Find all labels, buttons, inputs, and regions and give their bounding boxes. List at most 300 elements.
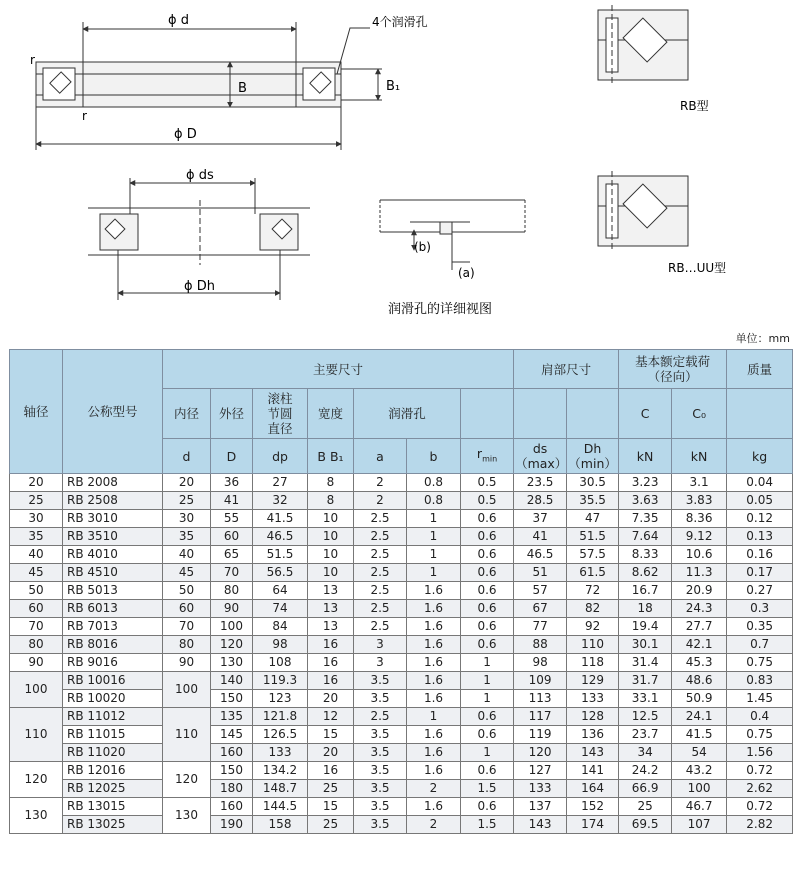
table-row [10,492,793,510]
cell-ds: 37 [514,510,567,528]
cell-kg: 0.83 [727,672,793,690]
cell-D: 145 [211,726,253,744]
cell-shaft: 90 [10,654,63,672]
cell-a: 2.5 [354,528,407,546]
cell-Dh: 30.5 [567,474,619,492]
cell-model: RB 13025 [63,816,163,834]
cell-model: RB 11012 [63,708,163,726]
cell-Dh: 164 [567,780,619,798]
header-kg: kg [727,439,793,474]
cell-model: RB 12025 [63,780,163,798]
cell-ds: 120 [514,744,567,762]
cell-a: 3 [354,654,407,672]
cell-r: 0.5 [461,492,514,510]
cell-r: 0.6 [461,798,514,816]
cell-dp: 119.3 [253,672,308,690]
cell-dp: 126.5 [253,726,308,744]
table-row [10,744,793,762]
header-D: D [211,439,253,474]
cell-r: 0.6 [461,564,514,582]
cell-C: 34 [619,744,672,762]
table-row [10,600,793,618]
cell-a: 2.5 [354,564,407,582]
cell-b: 0.8 [407,492,461,510]
cell-dp: 64 [253,582,308,600]
cell-C: 3.23 [619,474,672,492]
cell-ds: 119 [514,726,567,744]
detail-b-label: (b) [414,240,431,254]
b-label: B [238,81,247,96]
cell-b: 2 [407,816,461,834]
cell-B: 25 [308,780,354,798]
cell-Dh: 143 [567,744,619,762]
cell-Dh: 152 [567,798,619,816]
cell-dp: 46.5 [253,528,308,546]
cell-kg: 0.75 [727,654,793,672]
cell-C: 8.33 [619,546,672,564]
cell-r: 0.6 [461,708,514,726]
cell-C0: 107 [672,816,727,834]
lube-hole-label: 4个润滑孔 [372,15,428,29]
table-row [10,636,793,654]
cell-D: 150 [211,690,253,708]
cell-ds: 46.5 [514,546,567,564]
cell-C: 25 [619,798,672,816]
cell-kg: 0.4 [727,708,793,726]
cell-C: 3.63 [619,492,672,510]
cell-C0: 46.7 [672,798,727,816]
cell-shaft: 20 [10,474,63,492]
cell-b: 1.6 [407,618,461,636]
cell-a: 2 [354,474,407,492]
cell-model: RB 7013 [63,618,163,636]
cell-d: 40 [163,546,211,564]
phi-ds-label: ϕ ds [186,168,214,183]
cell-dp: 133 [253,744,308,762]
cell-B: 16 [308,762,354,780]
cell-C: 16.7 [619,582,672,600]
cell-dp: 32 [253,492,308,510]
cell-B: 16 [308,654,354,672]
cell-D: 120 [211,636,253,654]
cell-Dh: 92 [567,618,619,636]
cell-C: 8.62 [619,564,672,582]
cell-kg: 2.62 [727,780,793,798]
cell-shaft: 30 [10,510,63,528]
cell-C0: 50.9 [672,690,727,708]
cell-model: RB 3510 [63,528,163,546]
cell-model: RB 4510 [63,564,163,582]
cell-D: 36 [211,474,253,492]
cell-Dh: 118 [567,654,619,672]
cell-model: RB 11015 [63,726,163,744]
header-load: 基本额定载荷 （径向） [619,350,727,389]
cell-r: 0.6 [461,762,514,780]
cell-C: 66.9 [619,780,672,798]
cell-kg: 0.35 [727,618,793,636]
cell-D: 100 [211,618,253,636]
cell-d: 130 [163,798,211,834]
cell-Dh: 51.5 [567,528,619,546]
cell-ds: 98 [514,654,567,672]
header-kN-C0: kN [672,439,727,474]
cell-B: 8 [308,492,354,510]
cell-D: 41 [211,492,253,510]
cell-kg: 0.05 [727,492,793,510]
cell-shaft: 100 [10,672,63,708]
header-C0: C₀ [672,389,727,439]
cell-b: 1.6 [407,798,461,816]
detail-caption: 润滑孔的详细视图 [388,302,493,317]
cell-ds: 23.5 [514,474,567,492]
cell-kg: 0.75 [727,726,793,744]
cell-shaft: 130 [10,798,63,834]
cell-a: 2.5 [354,618,407,636]
header-width: 宽度 [308,389,354,439]
cell-B: 13 [308,582,354,600]
cell-D: 135 [211,708,253,726]
cell-C0: 24.3 [672,600,727,618]
cell-model: RB 5013 [63,582,163,600]
cell-ds: 133 [514,780,567,798]
cell-D: 160 [211,798,253,816]
cell-a: 3.5 [354,690,407,708]
table-row [10,672,793,690]
header-kN-C: kN [619,439,672,474]
cell-a: 3.5 [354,798,407,816]
cell-b: 1.6 [407,690,461,708]
cell-model: RB 4010 [63,546,163,564]
cell-b: 1.6 [407,600,461,618]
cell-ds: 113 [514,690,567,708]
table-row [10,726,793,744]
cell-B: 20 [308,690,354,708]
cell-b: 2 [407,780,461,798]
cell-kg: 1.45 [727,690,793,708]
cell-dp: 123 [253,690,308,708]
cell-B: 15 [308,726,354,744]
cell-a: 3.5 [354,726,407,744]
cell-ds: 77 [514,618,567,636]
cell-D: 180 [211,780,253,798]
cell-shaft: 50 [10,582,63,600]
header-dp: dp [253,439,308,474]
cell-d: 70 [163,618,211,636]
cell-model: RB 10016 [63,672,163,690]
cell-ds: 117 [514,708,567,726]
cell-dp: 27 [253,474,308,492]
bearing-diagrams [0,0,800,330]
main-section-view [36,22,382,150]
cell-C: 24.2 [619,762,672,780]
header-lube: 润滑孔 [354,389,461,439]
cell-d: 50 [163,582,211,600]
cell-B: 10 [308,510,354,528]
lube-detail-view [380,200,525,270]
cell-kg: 2.82 [727,816,793,834]
cell-kg: 0.13 [727,528,793,546]
header-outer: 外径 [211,389,253,439]
cell-dp: 148.7 [253,780,308,798]
cell-r: 0.6 [461,636,514,654]
header-d: d [163,439,211,474]
cell-model: RB 2008 [63,474,163,492]
cell-D: 160 [211,744,253,762]
cell-Dh: 82 [567,600,619,618]
cell-dp: 84 [253,618,308,636]
cell-D: 190 [211,816,253,834]
cell-b: 1 [407,528,461,546]
cell-d: 25 [163,492,211,510]
cell-Dh: 141 [567,762,619,780]
r-bottom-label: r [82,109,87,123]
cell-kg: 0.7 [727,636,793,654]
cell-Dh: 61.5 [567,564,619,582]
cell-dp: 144.5 [253,798,308,816]
table-row [10,654,793,672]
phi-D-label: ϕ D [174,127,197,142]
cell-dp: 56.5 [253,564,308,582]
header-shoulder: 肩部尺寸 [514,350,619,389]
cell-B: 16 [308,636,354,654]
cell-C: 33.1 [619,690,672,708]
cell-B: 10 [308,528,354,546]
cell-C0: 20.9 [672,582,727,600]
cell-ds: 51 [514,564,567,582]
cell-C: 23.7 [619,726,672,744]
cell-C: 7.64 [619,528,672,546]
rb-caption: RB型 [680,99,709,113]
cell-Dh: 136 [567,726,619,744]
cell-d: 35 [163,528,211,546]
cell-kg: 0.72 [727,798,793,816]
cell-ds: 127 [514,762,567,780]
cell-C0: 9.12 [672,528,727,546]
cell-Dh: 133 [567,690,619,708]
cell-C0: 3.83 [672,492,727,510]
cell-shaft: 25 [10,492,63,510]
cell-kg: 0.16 [727,546,793,564]
cell-ds: 137 [514,798,567,816]
header-rmin: $r_{min}$ [461,439,514,474]
cell-b: 1.6 [407,726,461,744]
cell-shaft: 60 [10,600,63,618]
cell-C0: 41.5 [672,726,727,744]
cell-model: RB 11020 [63,744,163,762]
cell-kg: 0.27 [727,582,793,600]
cell-shaft: 110 [10,708,63,762]
table-row [10,690,793,708]
cell-C: 12.5 [619,708,672,726]
table-row [10,528,793,546]
phi-d-label: ϕ d [168,13,189,28]
cell-Dh: 72 [567,582,619,600]
cell-d: 45 [163,564,211,582]
cell-b: 1 [407,708,461,726]
cell-dp: 121.8 [253,708,308,726]
cell-C0: 24.1 [672,708,727,726]
cell-shaft: 40 [10,546,63,564]
rbuu-caption: RB…UU型 [668,261,727,275]
cell-D: 60 [211,528,253,546]
cell-d: 110 [163,708,211,762]
cell-model: RB 10020 [63,690,163,708]
table-row [10,762,793,780]
cell-C: 30.1 [619,636,672,654]
cell-b: 1 [407,546,461,564]
cell-b: 1.6 [407,744,461,762]
cell-a: 3.5 [354,780,407,798]
cell-d: 30 [163,510,211,528]
header-shaft: 轴径 [10,350,63,474]
cell-C0: 48.6 [672,672,727,690]
cell-model: RB 9016 [63,654,163,672]
header-b: b [407,439,461,474]
cell-a: 2.5 [354,708,407,726]
cell-a: 3.5 [354,744,407,762]
cell-r: 0.6 [461,600,514,618]
cell-shaft: 70 [10,618,63,636]
cell-Dh: 35.5 [567,492,619,510]
cell-Dh: 129 [567,672,619,690]
cell-r: 1 [461,672,514,690]
header-inner: 内径 [163,389,211,439]
cell-ds: 109 [514,672,567,690]
table-row [10,816,793,834]
cell-C0: 11.3 [672,564,727,582]
cell-C0: 27.7 [672,618,727,636]
cell-B: 10 [308,564,354,582]
table-row [10,780,793,798]
cell-dp: 74 [253,600,308,618]
cell-C: 7.35 [619,510,672,528]
cell-Dh: 57.5 [567,546,619,564]
cell-a: 2.5 [354,510,407,528]
cell-D: 55 [211,510,253,528]
cell-C: 31.4 [619,654,672,672]
cell-C0: 45.3 [672,654,727,672]
unit-label: 单位：mm [735,332,790,345]
cell-model: RB 13015 [63,798,163,816]
cell-C0: 43.2 [672,762,727,780]
b1-label: B₁ [386,79,401,94]
cell-ds: 41 [514,528,567,546]
cell-dp: 98 [253,636,308,654]
cell-kg: 0.04 [727,474,793,492]
cell-r: 0.6 [461,582,514,600]
header-model: 公称型号 [63,350,163,474]
cell-d: 60 [163,600,211,618]
cell-a: 2 [354,492,407,510]
r-top-label: r [30,53,35,67]
cell-shaft: 120 [10,762,63,798]
cell-B: 20 [308,744,354,762]
cell-a: 2.5 [354,600,407,618]
cell-shaft: 80 [10,636,63,654]
cell-C0: 3.1 [672,474,727,492]
cell-b: 1.6 [407,654,461,672]
cell-kg: 0.17 [727,564,793,582]
detail-a-label: (a) [458,266,475,280]
cell-b: 1.6 [407,762,461,780]
table-row [10,618,793,636]
cell-dp: 134.2 [253,762,308,780]
header-C: C [619,389,672,439]
cell-model: RB 8016 [63,636,163,654]
cell-B: 12 [308,708,354,726]
cell-r: 0.6 [461,528,514,546]
header-mass: 质量 [727,350,793,389]
cell-kg: 0.72 [727,762,793,780]
cell-r: 0.5 [461,474,514,492]
cell-model: RB 12016 [63,762,163,780]
cell-b: 1.6 [407,636,461,654]
cell-kg: 0.3 [727,600,793,618]
cell-r: 1 [461,744,514,762]
cell-b: 1 [407,564,461,582]
cell-dp: 41.5 [253,510,308,528]
header-pitch: 滚柱 节圆 直径 [253,389,308,439]
cell-B: 8 [308,474,354,492]
cell-D: 90 [211,600,253,618]
cell-a: 2.5 [354,582,407,600]
table-row [10,582,793,600]
cell-Dh: 128 [567,708,619,726]
cell-B: 13 [308,600,354,618]
cell-D: 65 [211,546,253,564]
cell-B: 15 [308,798,354,816]
cell-C: 31.7 [619,672,672,690]
table-row [10,510,793,528]
cell-C0: 100 [672,780,727,798]
rb-type-view [598,5,688,85]
cell-a: 3.5 [354,672,407,690]
cell-b: 0.8 [407,474,461,492]
cell-B: 10 [308,546,354,564]
cell-Dh: 47 [567,510,619,528]
cell-a: 3 [354,636,407,654]
cell-a: 3.5 [354,762,407,780]
cell-b: 1.6 [407,672,461,690]
cell-r: 0.6 [461,546,514,564]
cell-ds: 88 [514,636,567,654]
cell-D: 80 [211,582,253,600]
cell-C0: 42.1 [672,636,727,654]
cell-Dh: 110 [567,636,619,654]
cell-b: 1 [407,510,461,528]
header-main: 主要尺寸 [163,350,514,389]
cell-B: 16 [308,672,354,690]
cell-r: 0.6 [461,510,514,528]
cell-ds: 57 [514,582,567,600]
cell-r: 0.6 [461,726,514,744]
cell-C: 69.5 [619,816,672,834]
rbuu-type-view [598,171,688,251]
cell-kg: 1.56 [727,744,793,762]
cell-D: 150 [211,762,253,780]
header-a: a [354,439,407,474]
cell-kg: 0.12 [727,510,793,528]
table-row [10,708,793,726]
cell-B: 25 [308,816,354,834]
cell-d: 120 [163,762,211,798]
header-Dh: Dh （min） [567,439,619,474]
cell-r: 0.6 [461,618,514,636]
cell-a: 2.5 [354,546,407,564]
cell-model: RB 6013 [63,600,163,618]
cell-model: RB 3010 [63,510,163,528]
table-row [10,798,793,816]
